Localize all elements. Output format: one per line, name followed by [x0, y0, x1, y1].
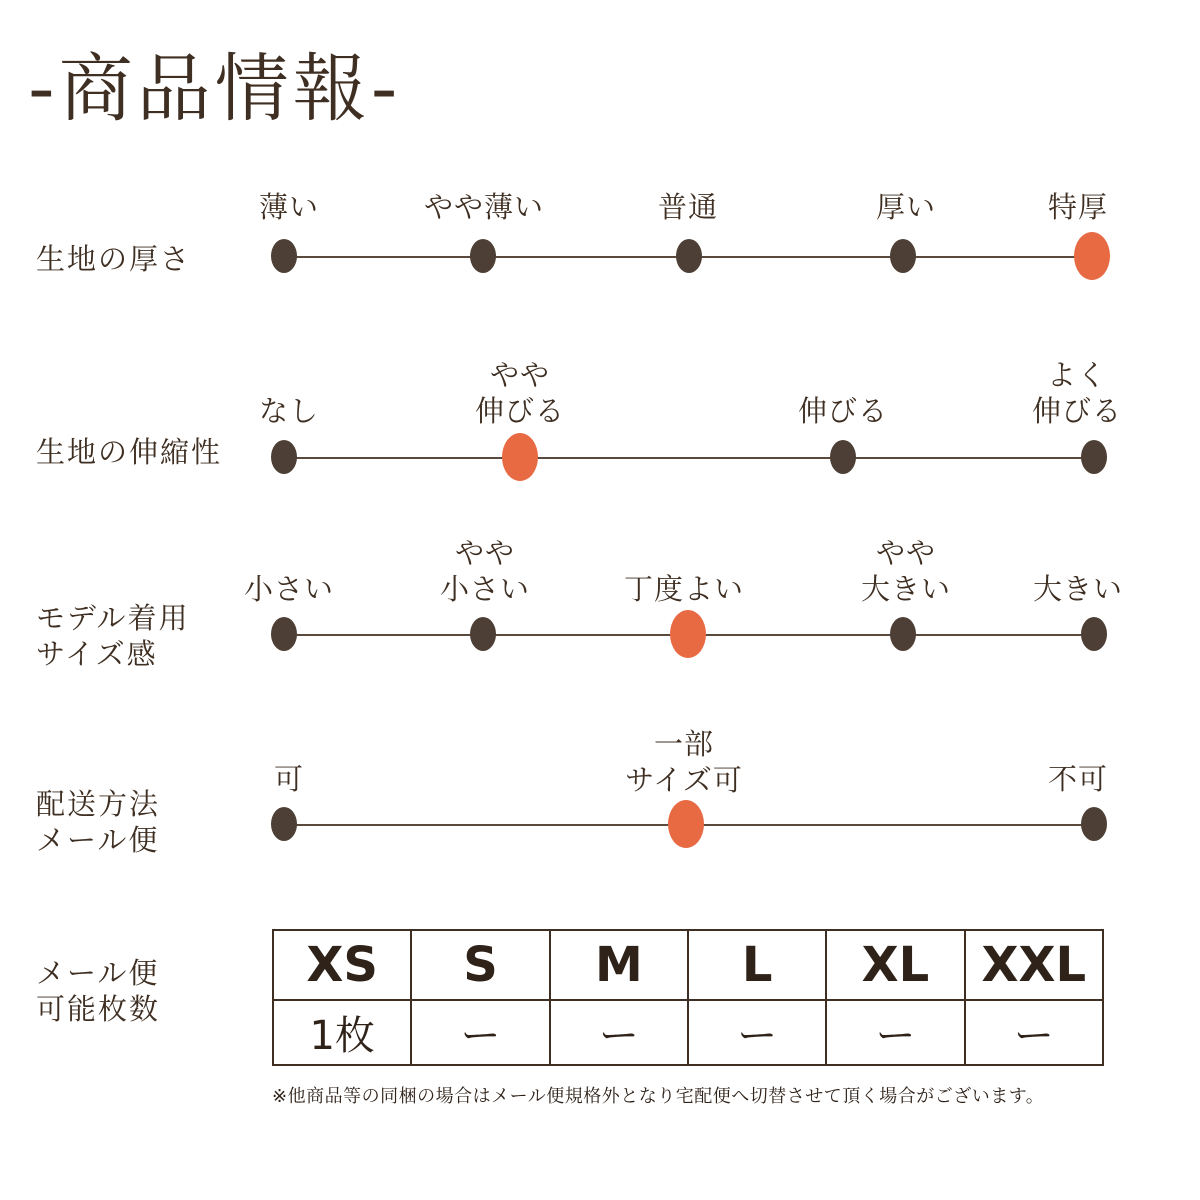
selected-option-dot [502, 433, 538, 481]
option-label: よく 伸びる [1031, 358, 1123, 428]
option-label: 特厚 [1047, 190, 1109, 224]
option-label: やや 大きい [860, 536, 952, 606]
option-dot [1081, 440, 1107, 474]
option-label: やや 伸びる [474, 358, 566, 428]
option-dot [271, 239, 297, 273]
option-dot [830, 440, 856, 474]
size-cell: XXL [965, 930, 1103, 1000]
count-cell: 1枚 [273, 1000, 411, 1065]
option-label: 大きい [1032, 572, 1124, 606]
fit-label: モデル着用 サイズ感 [36, 601, 190, 671]
selected-option-dot [668, 800, 704, 848]
count-row [273, 1000, 1103, 1065]
size-cell: XL [826, 930, 964, 1000]
option-dot [890, 617, 916, 651]
footnote: ※他商品等の同梱の場合はメール便規格外となり宅配便へ切替させて頂く場合がございます。 [272, 1086, 1045, 1107]
option-label: やや薄い [423, 190, 545, 224]
option-dot [271, 440, 297, 474]
option-label: なし [258, 394, 320, 428]
page-title: -商品情報- [28, 46, 402, 132]
size-cell: S [411, 930, 549, 1000]
option-label: 厚い [875, 190, 937, 224]
mail-capacity-table [272, 929, 1104, 1066]
count-cell: ー [826, 1000, 964, 1065]
option-dot [271, 807, 297, 841]
option-label: 不可 [1047, 762, 1109, 796]
option-dot [890, 239, 916, 273]
mail-delivery-label: 配送方法 メール便 [36, 787, 161, 857]
option-dot [1081, 617, 1107, 651]
count-cell: ー [411, 1000, 549, 1065]
size-cell: XS [273, 930, 411, 1000]
option-dot [676, 239, 702, 273]
option-label: やや 小さい [439, 536, 531, 606]
size-cell: M [550, 930, 688, 1000]
thickness-label: 生地の厚さ [36, 242, 192, 276]
option-dot [1081, 807, 1107, 841]
mail-capacity-label: メール便 可能枚数 [36, 956, 161, 1026]
option-label: 可 [273, 762, 305, 796]
size-cell: L [688, 930, 826, 1000]
count-cell: ー [550, 1000, 688, 1065]
stretch-track [284, 457, 1094, 459]
option-label: 伸びる [797, 394, 889, 428]
option-label: 一部 サイズ可 [625, 727, 743, 797]
option-label: 薄い [258, 190, 320, 224]
size-header-row [273, 930, 1103, 1000]
count-cell: ー [965, 1000, 1103, 1065]
selected-option-dot [670, 610, 706, 658]
option-dot [470, 239, 496, 273]
option-dot [470, 617, 496, 651]
selected-option-dot [1074, 232, 1110, 280]
option-label: 小さい [243, 572, 335, 606]
option-label: 丁度よい [623, 572, 745, 606]
stretch-label: 生地の伸縮性 [36, 435, 223, 469]
option-label: 普通 [657, 190, 719, 224]
option-dot [271, 617, 297, 651]
count-cell: ー [688, 1000, 826, 1065]
